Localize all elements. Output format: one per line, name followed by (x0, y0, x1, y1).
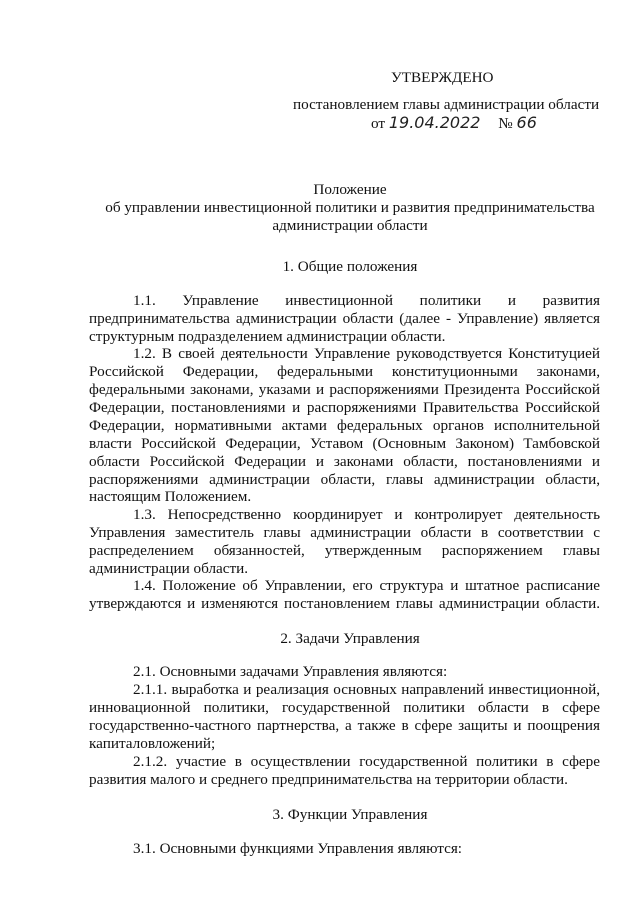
approval-by: постановлением главы администрации области (293, 96, 600, 113)
paragraph-line: настоящим Положением. (89, 488, 252, 505)
paragraph-line: 3.1. Основными функциями Управления являются: (133, 840, 463, 857)
paragraph-line: развития малого и среднего предпринимательства на территории области. (89, 771, 568, 788)
doc-title-line3: администрации области (272, 217, 428, 234)
approval-number-handwritten: 66 (516, 113, 537, 132)
paragraph-line: администрации области. (89, 560, 249, 577)
approval-date-handwritten: 19.04.2022 (388, 113, 481, 132)
approval-number-prefix: № (498, 115, 513, 132)
paragraph-line: Федерации, постановлениями и распоряжениями Правительства Российской (89, 399, 600, 416)
paragraph-line: федеральными законами, указами и распоряжениями Президента Российской (89, 381, 600, 398)
paragraph-line: Федерации, нормативными актами федеральных органов исполнительной (89, 417, 600, 434)
doc-title-line1: Положение (313, 181, 387, 198)
section1-heading: 1. Общие положения (282, 258, 418, 275)
doc-title-line2: об управлении инвестиционной политики и развития предпринимательства (105, 199, 595, 216)
paragraph-line: 1.3. Непосредственно координирует и контролирует деятельность (133, 506, 600, 523)
section2-heading: 2. Задачи Управления (280, 630, 420, 647)
paragraph-line: 1.2. В своей деятельности Управление руководствуется Конституцией (133, 345, 600, 362)
paragraph-line: распределением обязанностей, утвержденным распоряжением главы (89, 542, 600, 559)
paragraph-line: структурным подразделением администрации области. (89, 328, 446, 345)
paragraph-line: инновационной политики, государственной политики области в сфере (89, 699, 600, 716)
paragraph-line: 1.1. Управление инвестиционной политики и развития (133, 292, 600, 309)
paragraph-line: власти Российской Федерации, Уставом (Основным Законом) Тамбовской (89, 435, 600, 452)
paragraph-line: утверждаются и изменяются постановлением главы администрации области. (89, 595, 600, 612)
paragraph-line: области Российской Федерации и законами области, постановлениями и (89, 453, 600, 470)
approval-title: УТВЕРЖДЕНО (391, 69, 494, 86)
paragraph-line: 2.1.1. выработка и реализация основных направлений инвестиционной, (133, 681, 600, 698)
paragraph-line: капиталовложений; (89, 735, 216, 752)
paragraph-line: Российской Федерации, федеральными конституционными законами, (89, 363, 600, 380)
approval-date-line (371, 114, 537, 133)
paragraph-line: распоряжениями администрации области, главы администрации области, (89, 471, 600, 488)
paragraph-line: Управления заместитель главы администрации области в соответствии с (89, 524, 600, 541)
approval-date-prefix: от (371, 115, 386, 132)
paragraph-line: 2.1. Основными задачами Управления являются: (133, 663, 448, 680)
section3-heading: 3. Функции Управления (272, 806, 428, 823)
paragraph-line: предпринимательства администрации области (далее - Управление) является (89, 310, 600, 327)
paragraph-line: 2.1.2. участие в осуществлении государственной политики в сфере (133, 753, 600, 770)
paragraph-line: 1.4. Положение об Управлении, его структура и штатное расписание (133, 577, 600, 594)
paragraph-line: государственно-частного партнерства, а также в сфере защиты и поощрения (89, 717, 600, 734)
